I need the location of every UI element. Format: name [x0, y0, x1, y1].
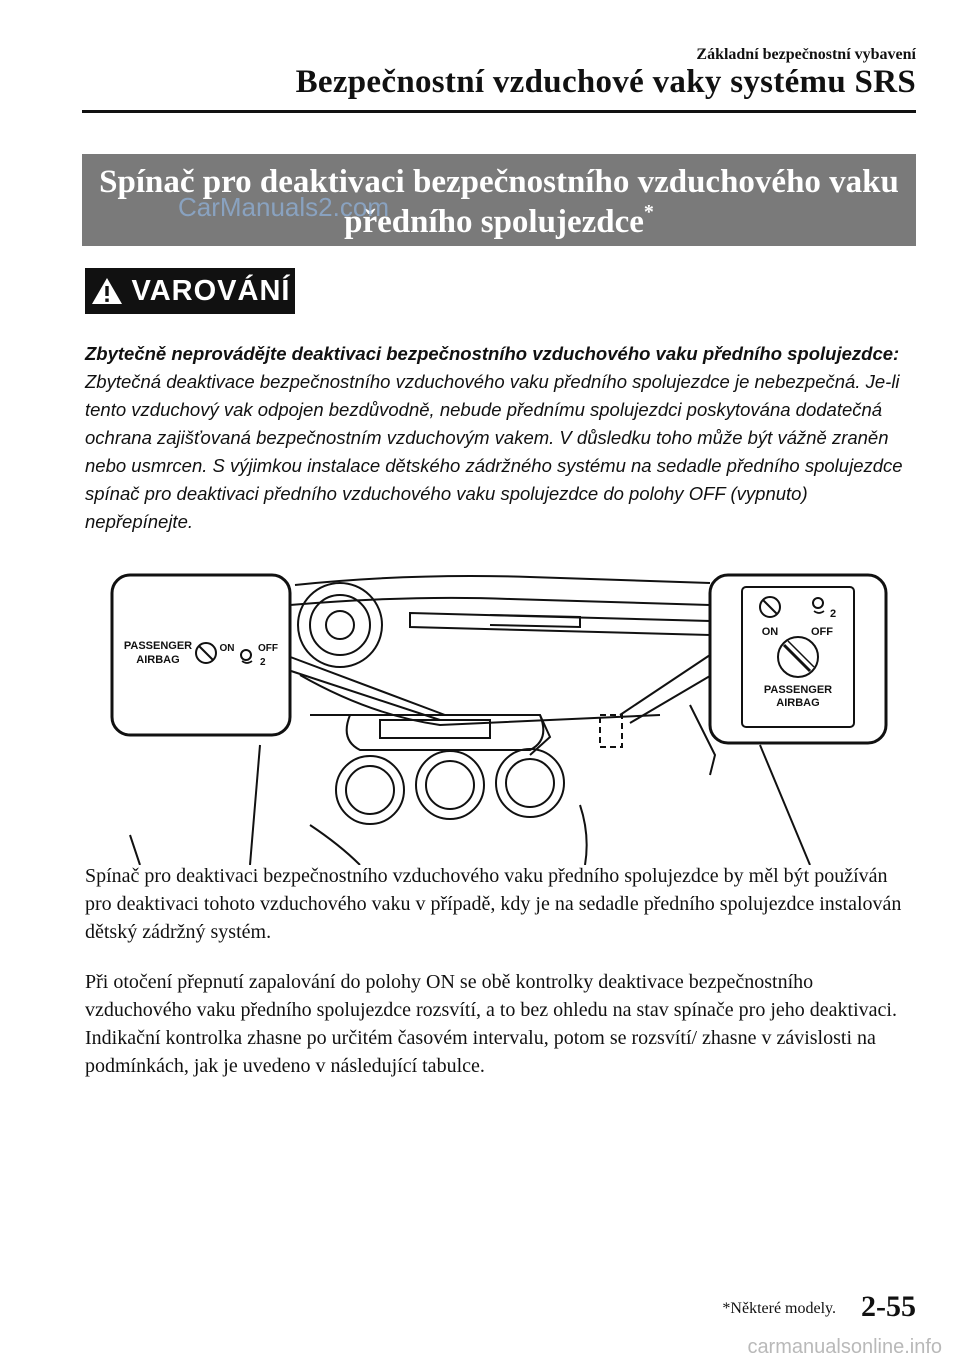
left-airbag-label: AIRBAG: [136, 654, 180, 666]
section-title: Základní bezpečnostní vybavení: [696, 46, 916, 63]
footnote: *Některé modely.: [722, 1300, 836, 1317]
right-num-label: 2: [830, 608, 837, 620]
asterisk-mark: *: [643, 201, 654, 223]
left-passenger-label: PASSENGER: [123, 640, 193, 652]
right-on-label: ON: [761, 626, 779, 638]
left-off-label: OFF: [258, 643, 278, 654]
dashboard-illustration: [110, 565, 888, 865]
warning-badge: [85, 268, 295, 314]
body-paragraph-2: Při otočení přepnutí zapalování do polohy ON se obě kontrolky deaktivace bezpečnostního vzduchového vaku předního spolujezdce rozsvítí, a to bez ohledu na stav spínače pro jeho deaktivaci. Indikační kontrolka zhasne po určitém časovém intervalu, potom se rozsvítí/ zhasne v závislosti na podmínkách, jak je uvedeno v následující tabulce.: [85, 971, 897, 1077]
warning-text: [85, 340, 915, 536]
banner-line-2: předního spolujezdce*: [344, 201, 654, 240]
left-num-label: 2: [260, 657, 266, 668]
page-number: 2-55: [861, 1290, 916, 1323]
warning-triangle-icon: [90, 276, 124, 306]
watermark: CarManuals2.com: [178, 192, 389, 222]
warning-label: VAROVÁNÍ: [131, 274, 291, 307]
page-title: Bezpečnostní vzduchové vaky systému SRS: [295, 64, 916, 100]
left-on-label: ON: [219, 643, 235, 654]
right-airbag-label: AIRBAG: [776, 697, 820, 709]
body-paragraph-1: Spínač pro deaktivaci bezpečnostního vzduchového vaku předního spolujezdce by měl být používán pro deaktivaci tohoto vzduchového vaku v případě, kdy je na sedadle předního spolujezdce instalován dětský zádržný systém.: [85, 865, 902, 943]
right-passenger-label: PASSENGER: [763, 684, 833, 696]
site-watermark: carmanualsonline.info: [747, 1336, 942, 1358]
warning-heading: Zbytečně neprovádějte deaktivaci bezpečnostního vzduchového vaku předního spolujezdce:: [85, 343, 900, 364]
banner-line-1: Spínač pro deaktivaci bezpečnostního vzduchového vaku: [99, 164, 899, 200]
warning-body: Zbytečná deaktivace bezpečnostního vzduchového vaku předního spolujezdce je nebezpečná. Je-li tento vzduchový vak odpojen bezdůvodně, nebude přednímu spolujezdci poskytována dodatečná ochrana zajišťovaná bezpečnostním vzduchovým vakem. V důsledku toho může být vážně zraněn nebo usmrcen. S výjimkou instalace dětského zádržného systému na sedadle předního spolujezdce spínač pro deaktivaci předního vzduchového vaku spolujezdce do polohy OFF (vypnuto) nepřepínejte.: [85, 371, 903, 532]
header-divider: [82, 110, 916, 113]
right-off-label: OFF: [811, 626, 833, 638]
